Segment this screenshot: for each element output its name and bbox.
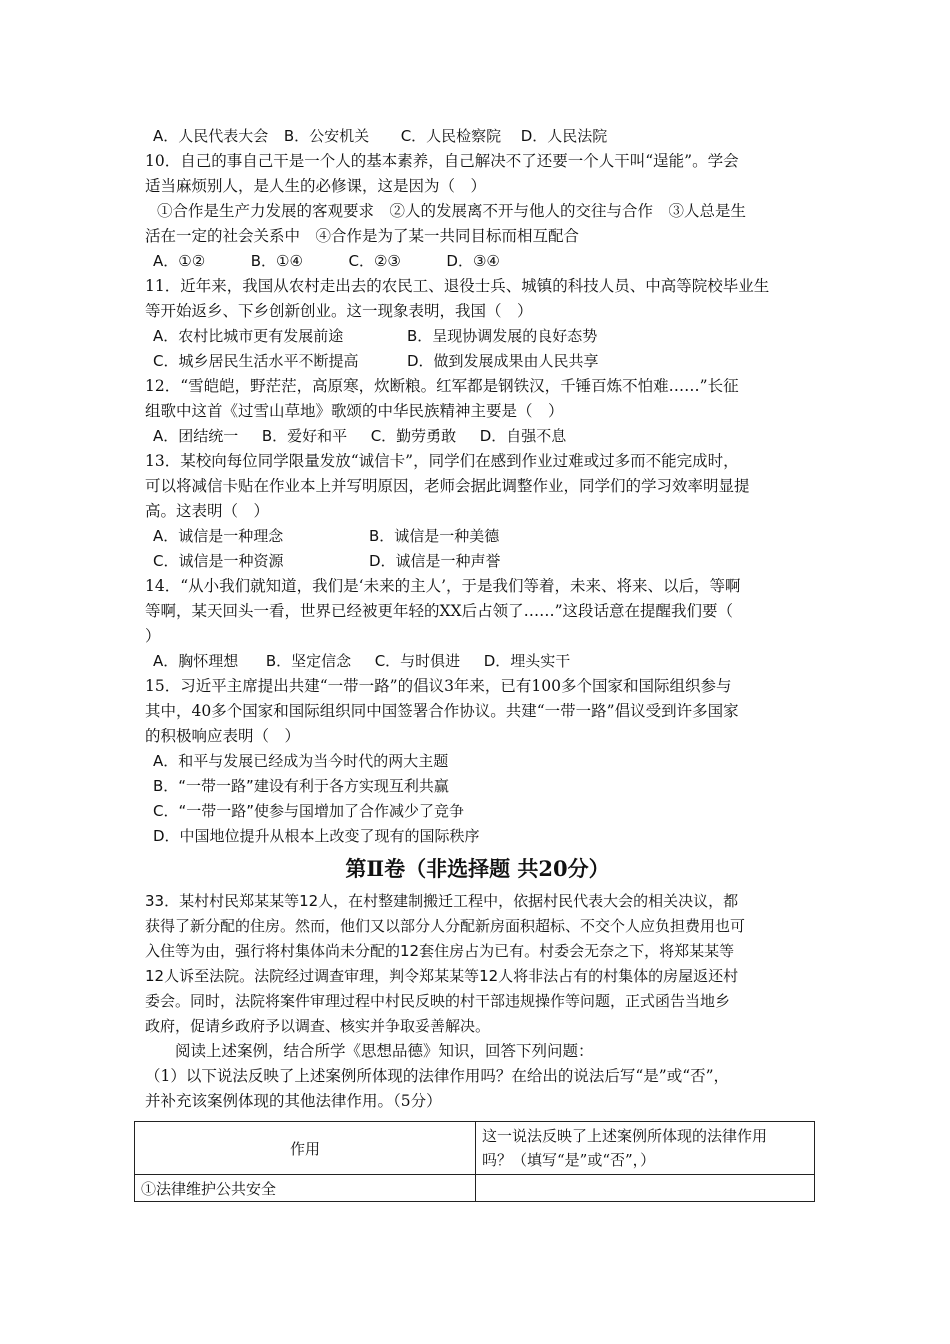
q33-case-line-5: 委会。同时，法院将案件审理过程中村民反映的村干部违规操作等问题，正式函告当地乡 [145, 992, 731, 1010]
q14-option-a: A．胸怀理想 [153, 652, 239, 670]
header-role: 作用 [135, 1122, 476, 1175]
q15-stem-line-1: 15．习近平主席提出共建“一带一路”的倡议3年来，已有100多个国家和国际组织参与 [145, 677, 732, 695]
question-column [145, 124, 810, 1114]
q9-option-a: A．人民代表大会 [153, 127, 269, 145]
q15-option-c: C．“一带一路”使参与国增加了合作减少了竞争 [153, 802, 465, 820]
q13-options-row-1 [145, 524, 810, 549]
q12-stem-line-2: 组歌中这首《过雪山草地》歌颂的中华民族精神主要是（ ） [145, 402, 564, 420]
q10-items-line-1: ①合作是生产力发展的客观要求 ②人的发展离不开与他人的交往与合作 ③人总是生 [157, 202, 747, 220]
q12-options [145, 424, 810, 449]
q13-option-c: C．诚信是一种资源 [153, 552, 284, 570]
q13-options-row-2 [145, 549, 810, 574]
q11-stem-line-1: 11．近年来，我国从农村走出去的农民工、退役士兵、城镇的科技人员、中高等院校毕业生 [145, 277, 770, 295]
q15-stem-line-3: 的积极响应表明（ ） [145, 727, 301, 745]
section-title: 第Ⅱ卷（非选择题 共20分） [345, 856, 610, 881]
q11-option-b: B．呈现协调发展的良好态势 [407, 327, 598, 345]
q33-case-line-4: 12人诉至法院。法院经过调查审理，判令郑某某等12人将非法占有的村集体的房屋返还村 [145, 967, 739, 985]
q14-stem-line-2: 等啊，某天回头一看，世界已经被更年轻的XX后占领了……”这段话意在提醒我们要（ [145, 602, 733, 620]
q9-option-c: C．人民检察院 [400, 127, 502, 145]
q33-instruction: 阅读上述案例，结合所学《思想品德》知识，回答下列问题： [175, 1042, 594, 1060]
q14-stem-line-1: 14．“从小我们就知道，我们是‘未来的主人’，于是我们等着，未来、将来、以后，等啊 [145, 577, 741, 595]
q12-stem-line-1: 12．“雪皑皑，野茫茫，高原寒，炊断粮。红军都是钢铁汉，千锤百炼不怕难……”长征 [145, 377, 739, 395]
q11-option-c: C．城乡居民生活水平不断提高 [153, 352, 359, 370]
q11-options-row-2 [145, 349, 810, 374]
header-judgement-line-2: 吗？（填写“是”或“否”，） [482, 1151, 656, 1169]
header-judgement-line-1: 这一说法反映了上述案例所体现的法律作用 [482, 1127, 768, 1145]
q15-option-b: B．“一带一路”建设有利于各方实现互利共赢 [153, 777, 449, 795]
q10-options [145, 249, 810, 274]
q11-options-row-1 [145, 324, 810, 349]
q33-sub1-line-1: （1）以下说法反映了上述案例所体现的法律作用吗？在给出的说法后写“是”或“否”， [145, 1067, 730, 1085]
q14-stem-line-3: ） [145, 627, 161, 645]
q15-stem-line-2: 其中，40多个国家和国际组织同中国签署合作协议。共建“一带一路”倡议受到许多国家 [145, 702, 739, 720]
q12-option-a: A．团结统一 [153, 427, 239, 445]
q15-option-a: A．和平与发展已经成为当今时代的两大主题 [153, 752, 449, 770]
row-statement: ①法律维护公共安全 [135, 1175, 476, 1202]
q33-case-line-6: 政府，促请乡政府予以调查、核实并争取妥善解决。 [145, 1017, 491, 1035]
q33-case-line-2: 获得了新分配的住房。然而，他们又以部分人分配新房面积超标、不交个人应负担费用也可 [145, 917, 746, 935]
q11-option-d: D．做到发展成果由人民共享 [407, 352, 599, 370]
q9-option-b: B．公安机关 [283, 127, 370, 145]
q13-stem-line-1: 13．某校向每位同学限量发放“诚信卡”，同学们在感到作业过难或过多而不能完成时， [145, 452, 739, 470]
q13-option-b: B．诚信是一种美德 [369, 527, 500, 545]
q13-stem-line-2: 可以将减信卡贴在作业本上并写明原因，老师会据此调整作业，同学们的学习效率明显提 [145, 477, 750, 495]
q12-option-d: D．自强不息 [479, 427, 567, 445]
q9-options [145, 124, 810, 149]
q10-items-line-2: 活在一定的社会关系中 ④合作是为了某一共同目标而相互配合 [145, 227, 580, 245]
q14-options [145, 649, 810, 674]
q33-sub1-line-2: 并补充该案例体现的其他法律作用。（5分） [145, 1092, 442, 1110]
row-answer-cell[interactable] [476, 1175, 815, 1202]
q12-option-b: B．爱好和平 [261, 427, 348, 445]
q10-option-d: D．③④ [446, 252, 500, 270]
answer-table [134, 1121, 815, 1202]
q11-stem-line-2: 等开始返乡、下乡创新创业。这一现象表明，我国（ ） [145, 302, 533, 320]
q14-option-c: C．与时俱进 [374, 652, 461, 670]
q12-option-c: C．勤劳勇敢 [370, 427, 457, 445]
q10-option-a: A．①② [153, 252, 206, 270]
q33-case-line-1: 33．某村村民郑某某等12人，在村整建制搬迁工程中，依据村民代表大会的相关决议，都 [145, 892, 739, 910]
q14-option-b: B．坚定信念 [265, 652, 352, 670]
q33-case-line-3: 入住等为由，强行将村集体尚未分配的12套住房占为已有。村委会无奈之下，将郑某某等 [145, 942, 735, 960]
q9-option-d: D．人民法院 [520, 127, 608, 145]
q11-option-a: A．农村比城市更有发展前途 [153, 327, 344, 345]
q10-stem-line-1: 10．自己的事自己干是一个人的基本素养，自己解决不了还要一个人干叫“逞能”。学会 [145, 152, 739, 170]
q13-option-a: A．诚信是一种理念 [153, 527, 284, 545]
q10-option-c: C．②③ [348, 252, 401, 270]
answer-table-header [135, 1122, 815, 1175]
header-judgement [476, 1122, 815, 1175]
q15-option-d: D．中国地位提升从根本上改变了现有的国际秩序 [153, 827, 480, 845]
q10-stem-line-2: 适当麻烦别人，是人生的必修课，这是因为（ ） [145, 177, 487, 195]
q13-stem-line-3: 高。这表明（ ） [145, 502, 270, 520]
q13-option-d: D．诚信是一种声誉 [369, 552, 501, 570]
q14-option-d: D．埋头实干 [483, 652, 571, 670]
q10-option-b: B．①④ [250, 252, 303, 270]
answer-table-row [135, 1175, 815, 1202]
